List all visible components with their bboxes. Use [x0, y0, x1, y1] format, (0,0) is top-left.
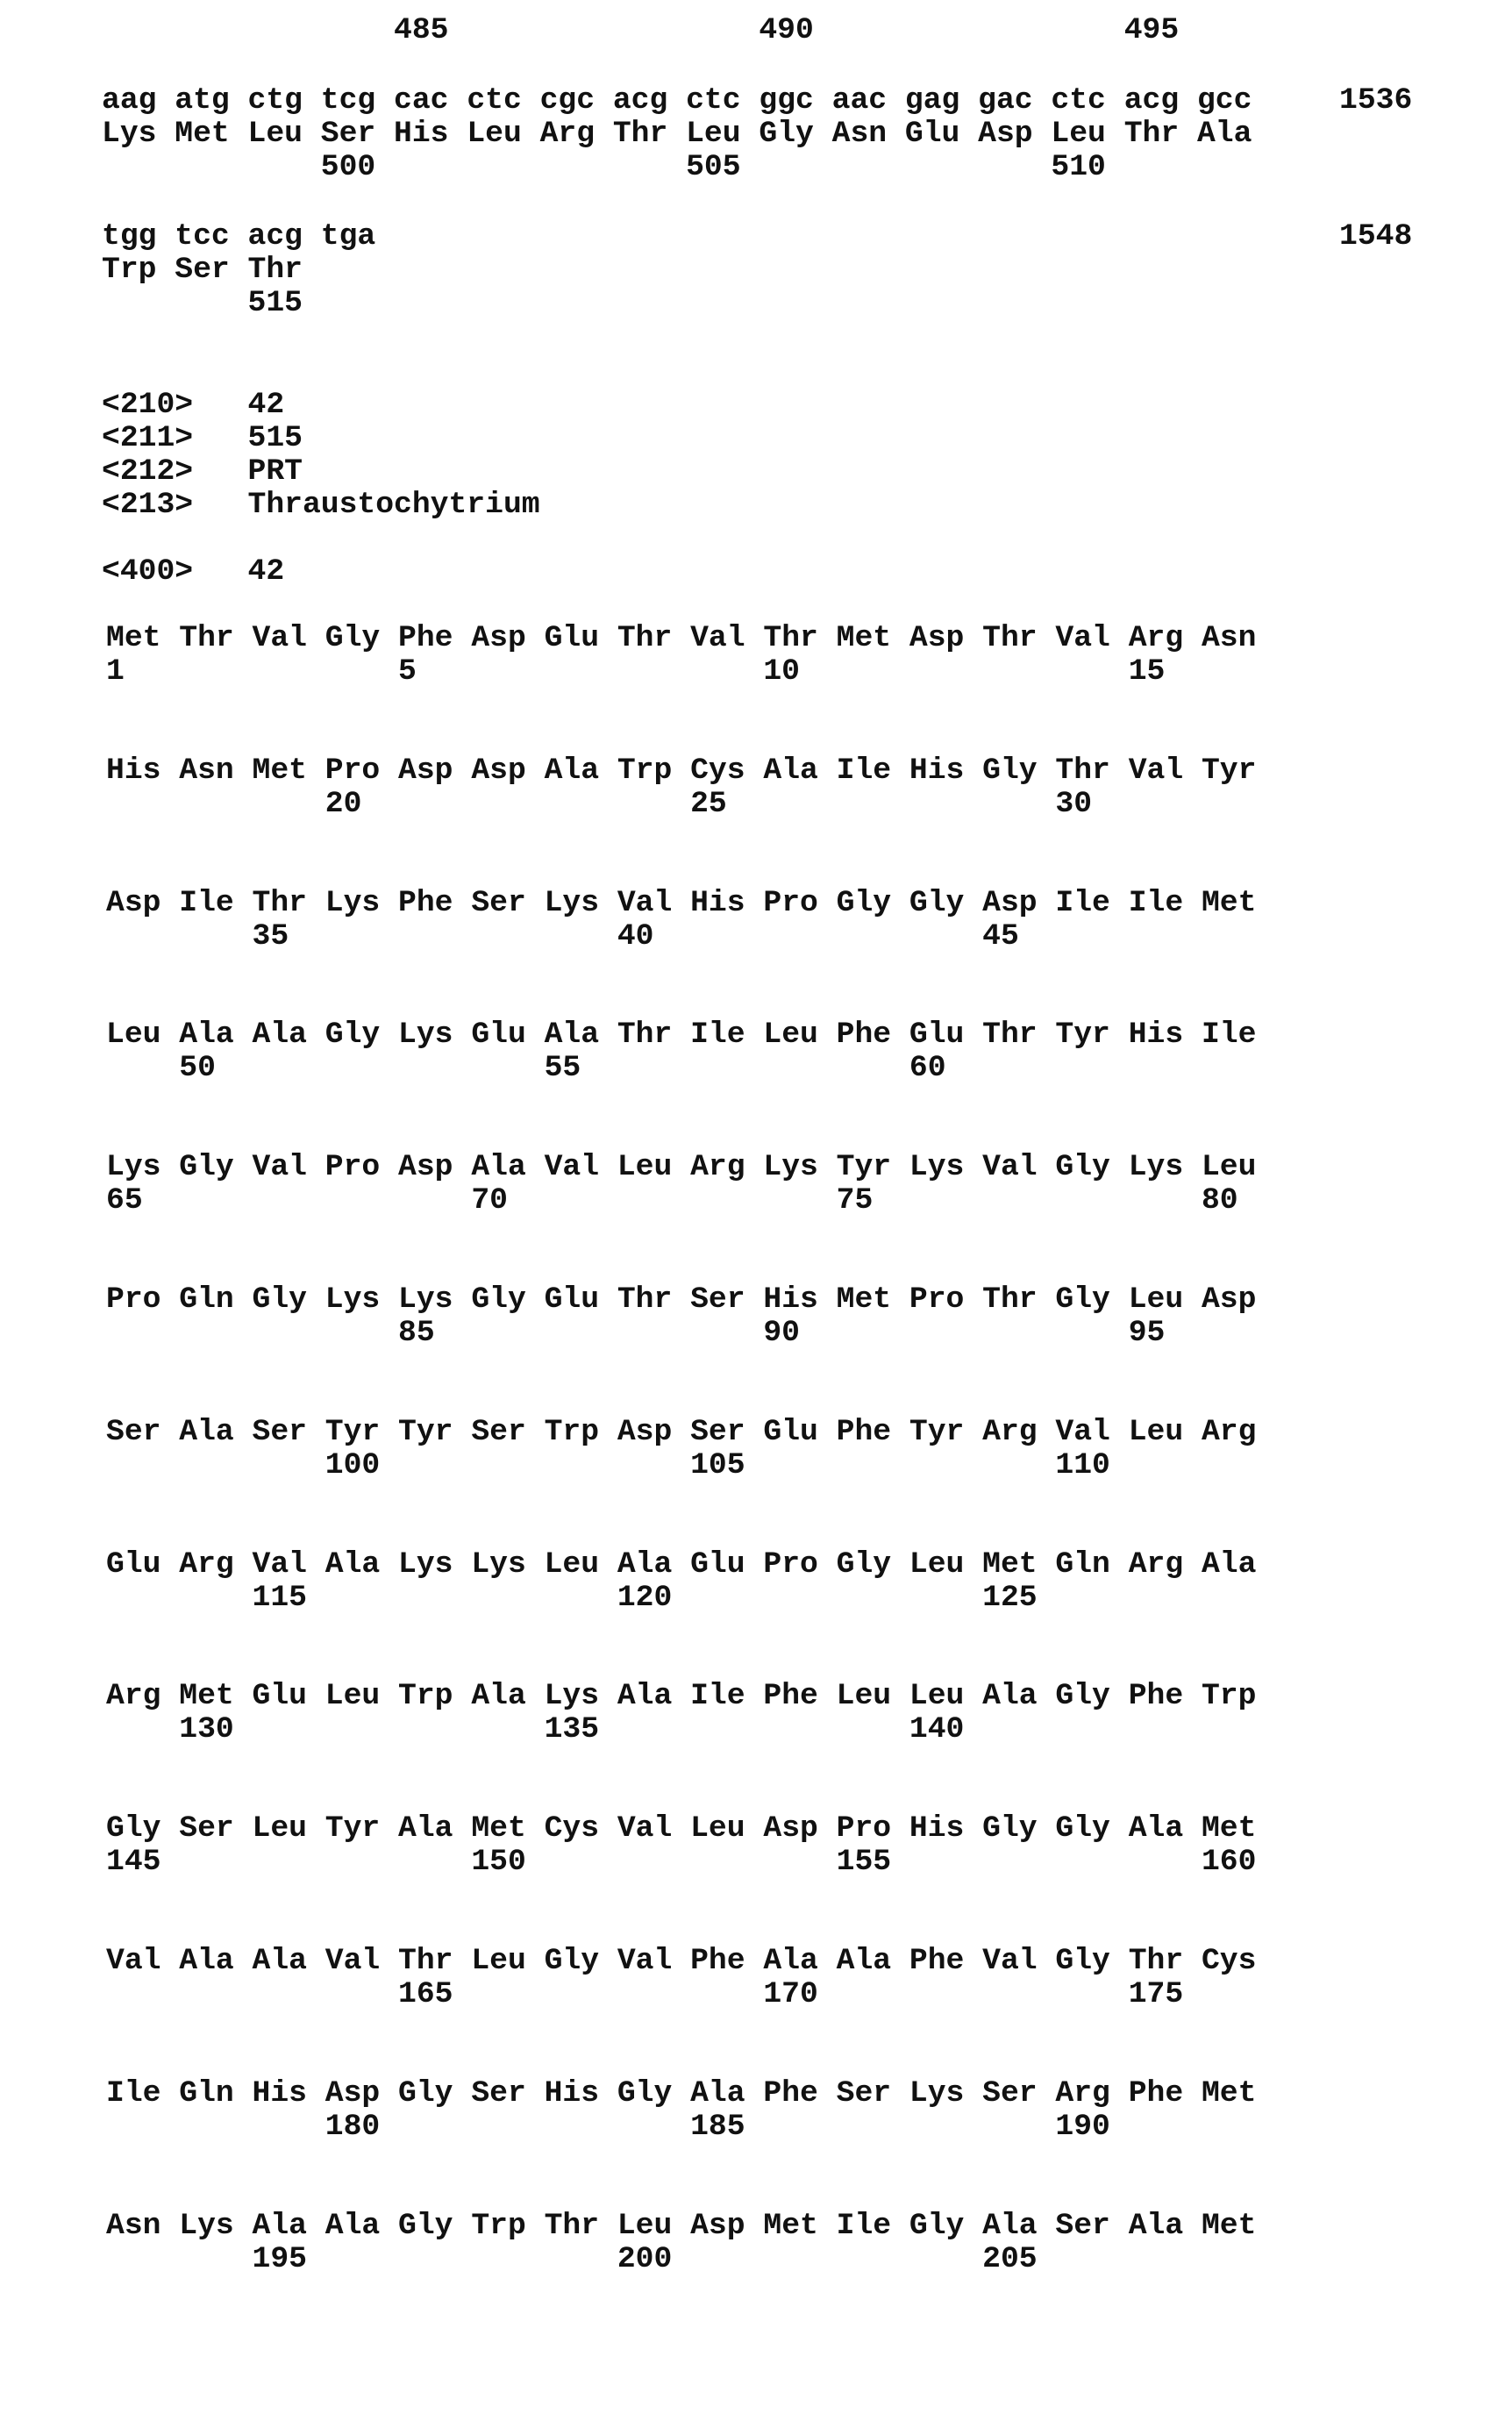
residue-number: 30: [1055, 788, 1092, 821]
codon-line: tgg tcc acg tga: [102, 220, 375, 254]
residue-number: 75: [837, 1184, 874, 1218]
residue-number: 185: [690, 2110, 745, 2144]
residue-line: Ser Ala Ser Tyr Tyr Ser Trp Asp Ser Glu Phe Tyr Arg Val Leu Arg: [106, 1416, 1256, 1449]
nucleotide-count: 1548: [1339, 220, 1412, 254]
residue-number: 60: [909, 1052, 946, 1085]
residue-line: Val Ala Ala Val Thr Leu Gly Val Phe Ala Ala Phe Val Gly Thr Cys: [106, 1945, 1256, 1978]
residue-line: Lys Met Leu Ser His Leu Arg Thr Leu Gly Asn Glu Asp Leu Thr Ala: [102, 118, 1252, 151]
residue-line: Asp Ile Thr Lys Phe Ser Lys Val His Pro Gly Gly Asp Ile Ile Met: [106, 887, 1256, 920]
residue-number: 40: [617, 920, 654, 953]
residue-number: 70: [471, 1184, 508, 1218]
residue-number: 200: [617, 2243, 672, 2276]
residue-number: 105: [690, 1449, 745, 1482]
residue-number: 45: [982, 920, 1019, 953]
residue-number-line: [106, 1052, 1422, 1085]
residue-number-line: [102, 287, 1417, 320]
residue-number: 50: [179, 1052, 216, 1085]
residue-number: 85: [398, 1317, 435, 1350]
residue-line: Lys Gly Val Pro Asp Ala Val Leu Arg Lys Tyr Lys Val Gly Lys Leu: [106, 1151, 1256, 1184]
residue-number: 485: [394, 14, 448, 47]
residue-number: 55: [545, 1052, 581, 1085]
type-field: [102, 455, 303, 489]
residue-number: 195: [253, 2243, 307, 2276]
residue-line: Trp Ser Thr: [102, 254, 303, 287]
residue-number-line: [106, 1846, 1422, 1879]
residue-number-line: [106, 655, 1422, 689]
residue-number: 515: [248, 287, 303, 320]
residue-number: 155: [837, 1846, 891, 1879]
residue-line: Met Thr Val Gly Phe Asp Glu Thr Val Thr Met Asp Thr Val Arg Asn: [106, 622, 1256, 655]
field-value: 42: [248, 554, 285, 589]
residue-number: 495: [1124, 14, 1179, 47]
residue-number: 205: [982, 2243, 1037, 2276]
residue-number: 160: [1202, 1846, 1256, 1879]
field-tag: <210>: [102, 389, 248, 422]
residue-number: 130: [179, 1713, 233, 1746]
residue-number: 5: [398, 655, 417, 689]
residue-number: 1: [106, 655, 125, 689]
residue-number: 10: [763, 655, 800, 689]
codon-line: aag atg ctg tcg cac ctc cgc acg ctc ggc aac gag gac ctc acg gcc: [102, 84, 1252, 118]
residue-number-line: [106, 1713, 1422, 1746]
residue-number-line: [106, 788, 1422, 821]
sequence-field: [102, 555, 284, 589]
nucleotide-count: 1536: [1339, 84, 1412, 118]
residue-number: 170: [763, 1978, 817, 2011]
residue-number: 15: [1129, 655, 1166, 689]
residue-number: 135: [545, 1713, 599, 1746]
residue-line: Ile Gln His Asp Gly Ser His Gly Ala Phe Ser Lys Ser Arg Phe Met: [106, 2077, 1256, 2110]
organism-field: [102, 489, 540, 522]
residue-number-line: [106, 1317, 1422, 1350]
field-value: 42: [248, 388, 285, 422]
residue-number: 80: [1202, 1184, 1238, 1218]
residue-number-line: [106, 920, 1422, 953]
residue-line: Leu Ala Ala Gly Lys Glu Ala Thr Ile Leu Phe Glu Thr Tyr His Ile: [106, 1018, 1256, 1052]
field-value: 515: [248, 421, 303, 455]
residue-number-line: [106, 1978, 1422, 2011]
residue-number: 510: [1051, 151, 1105, 184]
residue-number: 190: [1055, 2110, 1109, 2144]
residue-number-line: [106, 2243, 1422, 2276]
field-value: Thraustochytrium: [248, 488, 540, 522]
field-tag: <213>: [102, 489, 248, 522]
residue-number: 35: [253, 920, 289, 953]
residue-number: 90: [763, 1317, 800, 1350]
field-value: PRT: [248, 454, 303, 489]
residue-number: 180: [325, 2110, 380, 2144]
residue-line: Pro Gln Gly Lys Lys Gly Glu Thr Ser His Met Pro Thr Gly Leu Asp: [106, 1283, 1256, 1317]
residue-number-line: [106, 2110, 1422, 2144]
residue-number: 95: [1129, 1317, 1166, 1350]
residue-number: 140: [909, 1713, 964, 1746]
length-field: [102, 422, 303, 455]
residue-line: Gly Ser Leu Tyr Ala Met Cys Val Leu Asp Pro His Gly Gly Ala Met: [106, 1812, 1256, 1846]
residue-number-line: [106, 1184, 1422, 1218]
residue-line: Glu Arg Val Ala Lys Lys Leu Ala Glu Pro Gly Leu Met Gln Arg Ala: [106, 1548, 1256, 1582]
residue-number: 505: [686, 151, 740, 184]
residue-number: 150: [471, 1846, 525, 1879]
field-tag: <400>: [102, 555, 248, 589]
residue-number: 490: [759, 14, 813, 47]
residue-number-line: [102, 151, 1417, 184]
residue-number: 165: [398, 1978, 453, 2011]
residue-number: 65: [106, 1184, 143, 1218]
residue-line: Asn Lys Ala Ala Gly Trp Thr Leu Asp Met Ile Gly Ala Ser Ala Met: [106, 2210, 1256, 2243]
residue-number: 25: [690, 788, 727, 821]
residue-number-line: [106, 1582, 1422, 1615]
seq-id-field: [102, 389, 284, 422]
residue-number: 500: [321, 151, 375, 184]
field-tag: <211>: [102, 422, 248, 455]
residue-number: 110: [1055, 1449, 1109, 1482]
residue-number: 145: [106, 1846, 160, 1879]
residue-number: 125: [982, 1582, 1037, 1615]
residue-number: 120: [617, 1582, 672, 1615]
residue-number: 115: [253, 1582, 307, 1615]
residue-number: 100: [325, 1449, 380, 1482]
residue-number: 20: [325, 788, 362, 821]
residue-number-line: [106, 1449, 1422, 1482]
field-tag: <212>: [102, 455, 248, 489]
residue-number: 175: [1129, 1978, 1183, 2011]
residue-number-line: [102, 14, 1417, 47]
residue-line: His Asn Met Pro Asp Asp Ala Trp Cys Ala Ile His Gly Thr Val Tyr: [106, 754, 1256, 788]
residue-line: Arg Met Glu Leu Trp Ala Lys Ala Ile Phe Leu Leu Ala Gly Phe Trp: [106, 1680, 1256, 1713]
